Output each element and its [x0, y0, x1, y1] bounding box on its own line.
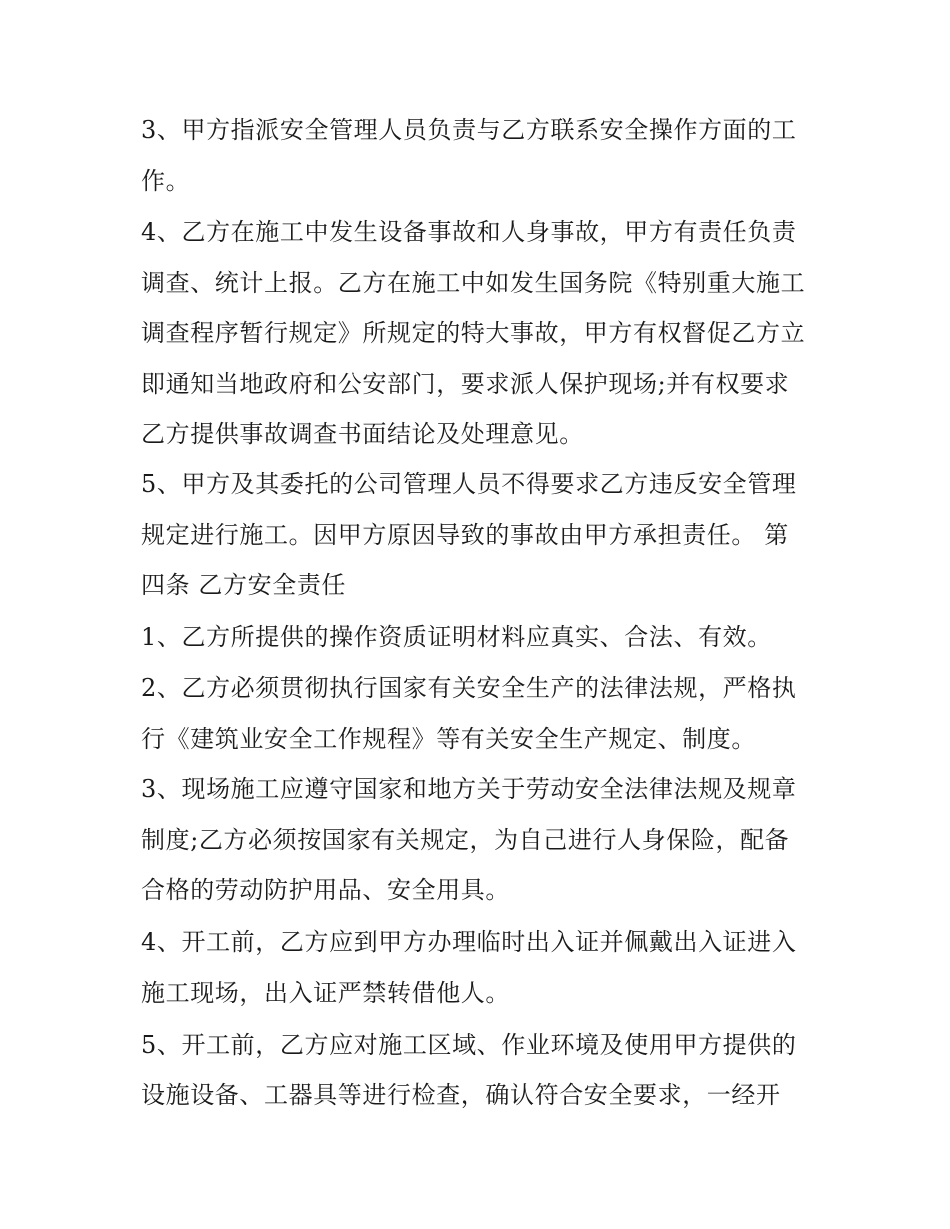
- text-line: 规定进行施工。因甲方原因导致的事故由甲方承担责任。 第: [141, 521, 789, 549]
- text-line: 设施设备、工器具等进行检查，确认符合安全要求，一经开: [141, 1081, 781, 1109]
- text-line: 行《建筑业安全工作规程》等有关安全生产规定、制度。: [141, 725, 756, 753]
- text-line: 调查程序暂行规定》所规定的特大事故，甲方有权督促乙方立: [141, 319, 806, 347]
- text-line: 3、现场施工应遵守国家和地方关于劳动安全法律法规及规章: [141, 775, 797, 803]
- text-line: 合格的劳动防护用品、安全用具。: [141, 876, 510, 904]
- text-line: 4、乙方在施工中发生设备事故和人身事故，甲方有责任负责: [141, 218, 797, 246]
- text-line: 制度;乙方必须按国家有关规定，为自己进行人身保险，配备: [141, 826, 790, 854]
- text-line: 施工现场，出入证严禁转借他人。: [141, 979, 510, 1007]
- text-line: 4、开工前，乙方应到甲方办理临时出入证并佩戴出入证进入: [141, 928, 797, 956]
- text-line: 作。: [141, 167, 191, 195]
- text-line: 5、甲方及其委托的公司管理人员不得要求乙方违反安全管理: [141, 470, 797, 498]
- text-line: 3、甲方指派安全管理人员负责与乙方联系安全操作方面的工: [141, 116, 797, 144]
- text-line: 1、乙方所提供的操作资质证明材料应真实、合法、有效。: [141, 623, 772, 651]
- text-line: 2、乙方必须贯彻执行国家有关安全生产的法律法规，严格执: [141, 674, 797, 702]
- text-line: 5、开工前，乙方应对施工区域、作业环境及使用甲方提供的: [141, 1031, 797, 1059]
- section-heading: 四条 乙方安全责任: [141, 571, 347, 599]
- text-line: 调查、统计上报。乙方在施工中如发生国务院《特别重大施工: [141, 269, 806, 297]
- text-line: 即通知当地政府和公安部门，要求派人保护现场;并有权要求: [141, 370, 790, 398]
- text-line: 乙方提供事故调查书面结论及处理意见。: [141, 420, 584, 448]
